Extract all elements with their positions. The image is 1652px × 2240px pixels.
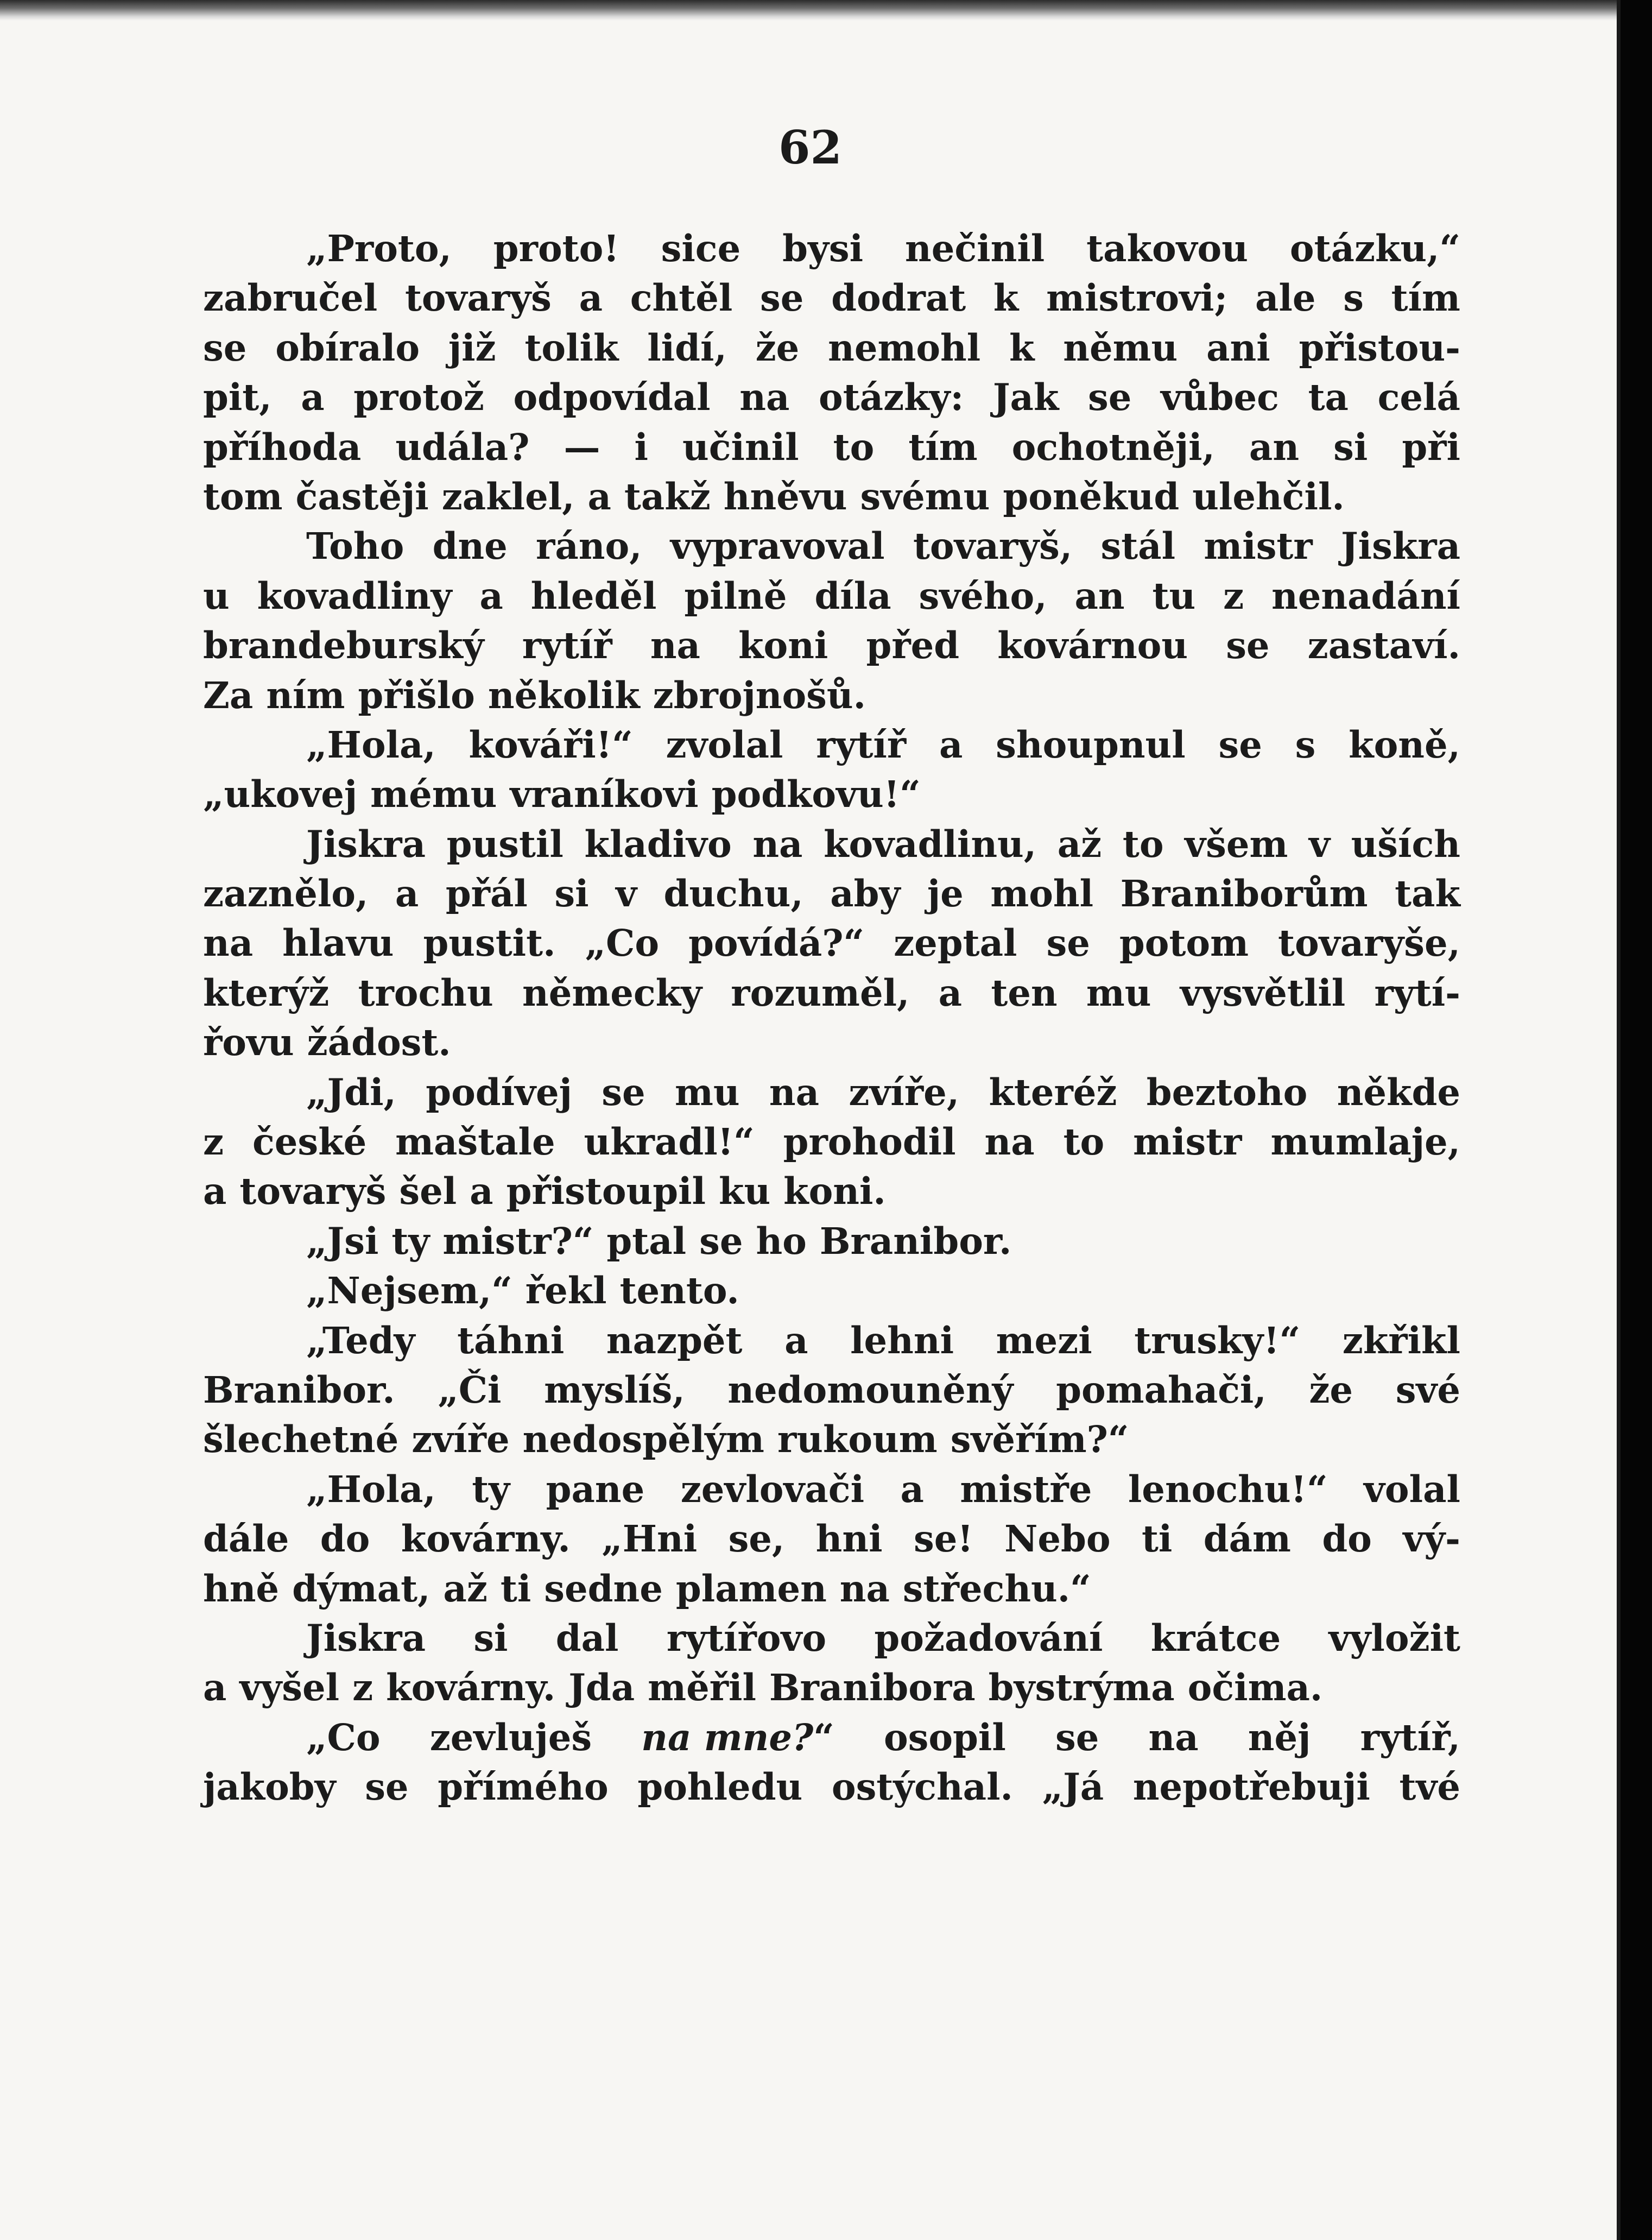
text-line [203,1514,1460,1563]
word: přistoupil [506,1170,706,1213]
word: Za [203,673,254,717]
word: „Hni [602,1517,698,1561]
word: Jiskra [1340,525,1460,568]
word: lehni [850,1318,954,1362]
word: dám [1203,1517,1291,1561]
word: Nebo [1004,1517,1111,1561]
text-line [203,1564,1460,1613]
word: „Hola, [306,723,436,766]
word: Toho [306,525,404,568]
word: bystrýma [988,1666,1175,1709]
word: podívej [426,1070,572,1114]
word: žádost. [307,1021,451,1064]
word: tovaryš [404,276,552,320]
word: s [1295,723,1316,766]
word: přímého [438,1765,609,1809]
word: i [634,425,648,469]
word: „Jdi, [306,1070,396,1114]
word: pit, [203,376,272,419]
word: myslíš, [544,1368,685,1411]
word: maštale [395,1120,555,1164]
text-line [203,918,1460,968]
word: chtěl [630,276,733,320]
text-line [203,621,1460,670]
word: nenadání [1271,574,1460,617]
word: a [900,1467,924,1511]
word: své [1395,1368,1460,1411]
word: zeptal [894,922,1017,965]
word: a [203,1170,227,1213]
word: řovu [203,1021,294,1064]
text-line [203,1166,1460,1216]
word: ním [266,673,345,717]
word: beztoho [1146,1070,1308,1114]
word: se [1055,1715,1099,1759]
word: na mne?“ [641,1715,834,1759]
word: očima. [1187,1666,1323,1709]
word: obíralo [275,326,420,369]
word: „Tedy [306,1318,415,1362]
word: zevluješ [429,1715,592,1759]
word: k [1009,326,1035,369]
word: požadování [874,1616,1103,1660]
word: volal [1364,1467,1460,1511]
text-line [203,1117,1460,1166]
word: se [602,1070,645,1114]
word: kovadlinu, [824,822,1037,866]
text-line [203,869,1460,918]
word: ta [1308,376,1349,419]
word: Branibora [769,1666,976,1709]
word: tvé [1399,1765,1460,1809]
word: zvíře [412,1418,510,1461]
word: kovadliny [257,574,452,617]
word: ukradl!“ [584,1120,755,1164]
text-line [203,1613,1460,1663]
word: mistrovi; [1046,276,1228,320]
word: do [320,1517,370,1561]
word: a [301,376,325,419]
word: „Či [438,1368,502,1411]
word: vůbec [1161,376,1279,419]
text-line [203,1365,1460,1415]
word: an [1074,574,1125,617]
word: si [473,1616,508,1660]
word: šlechetné [203,1418,399,1461]
word: mohl [990,872,1094,916]
text-line [203,323,1460,373]
word: zaklel, [441,475,575,518]
word: takovou [1086,227,1248,270]
word: na [203,922,254,965]
word: uších [1351,822,1460,866]
text-line [203,224,1460,273]
word: tak [1395,872,1460,916]
word: a [939,723,963,766]
word: kováři!“ [469,723,633,766]
word: aby [830,872,901,916]
word: ty [391,1219,430,1263]
word: s [1343,276,1364,320]
word: koni. [783,1170,886,1213]
word: zkřikl [1342,1318,1460,1362]
text-line [203,1465,1460,1514]
word: dále [203,1517,289,1561]
word: pomahači, [1056,1368,1267,1411]
word: až [1057,822,1102,866]
word: přistou- [1299,326,1460,369]
word: z [203,1120,224,1164]
word: protož [353,376,484,419]
word: vý- [1403,1517,1460,1561]
word: ho [756,1219,807,1263]
text-line [203,422,1460,472]
text-line [203,671,1460,720]
word: zvolal [666,723,783,766]
page-top-edge [0,0,1621,21]
word: mezi [996,1318,1092,1362]
word: koni [738,624,828,667]
word: rytířovo [666,1616,827,1660]
word: rytíř, [1360,1715,1460,1759]
word: hně [203,1567,280,1610]
word: a [579,276,603,320]
word: a [587,475,611,518]
word: několik [488,673,640,717]
word: již [448,326,496,369]
word: mistr [1133,1120,1242,1164]
word: sice [661,227,741,270]
word: shoupnul [996,723,1186,766]
word: kterýž [203,971,330,1014]
scan-border [1621,0,1652,2240]
word: dne [432,525,508,568]
word: koně, [1349,723,1460,766]
word: udála? [395,425,530,469]
word: že [1309,1368,1353,1411]
text-line [203,571,1460,621]
word: přišlo [358,673,475,717]
word: z [352,1666,374,1709]
word: zvíře, [849,1070,960,1114]
text-line [203,273,1460,323]
word: duchu, [663,872,803,916]
word: vraníkovi [510,773,699,816]
word: šel [399,1170,457,1213]
word: hleděl [530,574,657,617]
word: dal [555,1616,619,1660]
word: vysvětlil [1180,971,1346,1014]
word: a [479,574,503,617]
word: rukoum [777,1418,938,1461]
word: měřil [648,1666,756,1709]
word: kovárny. [386,1666,556,1709]
word: odpovídal [513,376,711,419]
word: „Nejsem,“ [306,1269,512,1313]
word: v [616,872,637,916]
word: Jak [992,376,1059,419]
word: a [470,1170,493,1213]
word: na [752,822,803,866]
word: „Co [306,1715,381,1759]
word: české [252,1120,367,1164]
text-line [203,1713,1460,1762]
word: střechu.“ [902,1567,1091,1610]
word: na [769,1070,820,1114]
word: ti [500,1567,531,1610]
word: ulehčil. [1192,475,1345,518]
word: v [1309,822,1330,866]
word: táhni [457,1318,565,1362]
word: mumlaje, [1270,1120,1460,1164]
word: tovaryš [239,1170,387,1213]
text-line [203,769,1460,819]
word: ten [991,971,1058,1014]
word: se, [728,1517,785,1561]
word: „Co [585,922,660,965]
word: potom [1119,922,1249,965]
word: krátce [1150,1616,1281,1660]
text-line [203,472,1460,521]
word: německy [522,971,702,1014]
word: svému [860,475,990,518]
word: dýmat, [292,1567,431,1610]
word: pustil [446,822,564,866]
word: při [1402,425,1460,469]
word: mu [1086,971,1151,1014]
word: celá [1377,376,1460,419]
word: povídá?“ [688,922,865,965]
word: prohodil [783,1120,956,1164]
word: ráno, [536,525,642,568]
word: mistr [1204,525,1313,568]
word: a [784,1318,808,1362]
word: nemohl [828,326,981,369]
word: Branibor. [203,1368,395,1411]
word: lenochu!“ [1128,1467,1328,1511]
word: je [927,872,964,916]
word: hněvu [723,475,847,518]
word: nedospělým [522,1418,764,1461]
word: mu [674,1070,740,1114]
text-line [203,819,1460,869]
word: „Já [1042,1765,1104,1809]
text-line [203,1266,1460,1315]
word: osopil [883,1715,1006,1759]
word: „ukovej [203,773,358,816]
word: pilně [684,574,787,617]
word: u [203,574,230,617]
word: tím [908,425,978,469]
text-line [203,1415,1460,1464]
word: do [1322,1517,1372,1561]
word: se [760,276,804,320]
word: k [993,276,1019,320]
word: a [203,1666,227,1709]
word: an [1249,425,1300,469]
word: z [1223,574,1244,617]
word: otázky: [819,376,964,419]
word: na [839,1567,890,1610]
word: zastaví. [1307,624,1460,667]
word: poněkud [1003,475,1180,518]
word: němu [1063,326,1178,369]
word: se [1046,922,1090,965]
text-line [203,521,1460,571]
word: kladivo [584,822,732,866]
word: kovárnou [997,624,1188,667]
word: tu [1152,574,1196,617]
word: nepotřebuji [1132,1765,1370,1809]
word: pane [546,1467,645,1511]
word: stál [1100,525,1176,568]
word: se [699,1219,743,1263]
text-line [203,373,1460,422]
word: Jiskra [306,822,426,866]
word: rytíř [522,624,612,667]
word: podkovu!“ [711,773,921,816]
text-line [203,968,1460,1018]
word: ani [1206,326,1270,369]
word: se! [913,1517,973,1561]
word: rytíř [816,723,907,766]
word: to [1122,822,1164,866]
word: mistr?“ [442,1219,594,1263]
word: ty [472,1467,510,1511]
word: řekl [525,1269,607,1313]
word: před [866,624,960,667]
word: si [1333,425,1368,469]
word: rytí- [1374,971,1460,1014]
body-text [203,224,1460,1812]
word: „Hola, [306,1467,436,1511]
word: brandeburský [203,624,484,667]
word: ptal [606,1219,687,1263]
word: hlavu [282,922,394,965]
word: zbrojnošů. [653,673,866,717]
word: vyložit [1328,1616,1460,1660]
word: vypravoval [670,525,885,568]
text-line [203,1018,1460,1067]
word: pustit. [423,922,556,965]
word: rozuměl, [731,971,910,1014]
word: kteréž [989,1070,1117,1114]
page-right-edge [1617,0,1621,2240]
word: ku [719,1170,771,1213]
word: „Proto, [306,227,452,270]
word: až [443,1567,488,1610]
word: častěji [295,475,429,518]
word: trusky!“ [1134,1318,1301,1362]
word: nečinil [905,227,1045,270]
word: ti [1141,1517,1173,1561]
word: se [203,326,247,369]
word: se [1226,624,1270,667]
word: jakoby [203,1765,336,1809]
word: na [650,624,700,667]
word: že [755,326,800,369]
word: to [833,425,875,469]
word: tovaryš, [913,525,1073,568]
word: zaznělo, [203,872,369,916]
word: to [1063,1120,1105,1164]
word: vyšel [239,1666,340,1709]
word: tovaryše, [1278,922,1460,965]
word: mistře [960,1467,1092,1511]
word: někde [1337,1070,1460,1114]
word: Jda [568,1666,635,1709]
word: dodrat [831,276,966,320]
word: a [395,872,419,916]
word: lidí, [647,326,727,369]
word: Branibor. [819,1219,1012,1263]
word: nazpět [606,1318,743,1362]
word: ochotněji, [1011,425,1215,469]
text-line [203,1068,1460,1117]
word: zabručel [203,276,378,320]
word: na [1148,1715,1199,1759]
word: se [365,1765,409,1809]
text-line [203,1762,1460,1812]
word: bysi [782,227,864,270]
word: na [739,376,790,419]
word: plamen [675,1567,827,1610]
word: se [1088,376,1132,419]
word: svěřím?“ [950,1418,1129,1461]
word: otázku,“ [1289,227,1460,270]
word: Braniborům [1120,872,1368,916]
word: svého, [919,574,1047,617]
word: na [984,1120,1035,1164]
word: všem [1185,822,1288,866]
text-line [203,720,1460,769]
word: ale [1255,276,1316,320]
word: — [564,425,600,469]
word: Jiskra [306,1616,426,1660]
word: díla [814,574,891,617]
word: tolik [524,326,619,369]
text-line [203,1316,1460,1365]
word: hni [815,1517,883,1561]
word: proto! [493,227,619,270]
word: pohledu [637,1765,803,1809]
word: sedne [544,1567,663,1610]
word: se [1218,723,1262,766]
word: tím [1391,276,1460,320]
word: zevlovači [680,1467,865,1511]
page-number: 62 [778,121,842,174]
word: tom [203,475,283,518]
word: tento. [619,1269,739,1313]
word: kovárny. [401,1517,571,1561]
word: a [938,971,963,1014]
word: takž [624,475,711,518]
word: mému [370,773,497,816]
word: si [554,872,589,916]
word: nedomouněný [727,1368,1014,1411]
word: trochu [358,971,493,1014]
word: přál [445,872,528,916]
text-line [203,1663,1460,1712]
word: příhoda [203,425,362,469]
word: učinil [682,425,799,469]
text-line [203,1216,1460,1266]
word: „Jsi [306,1219,379,1263]
word: ostýchal. [831,1765,1013,1809]
word: něj [1248,1715,1311,1759]
